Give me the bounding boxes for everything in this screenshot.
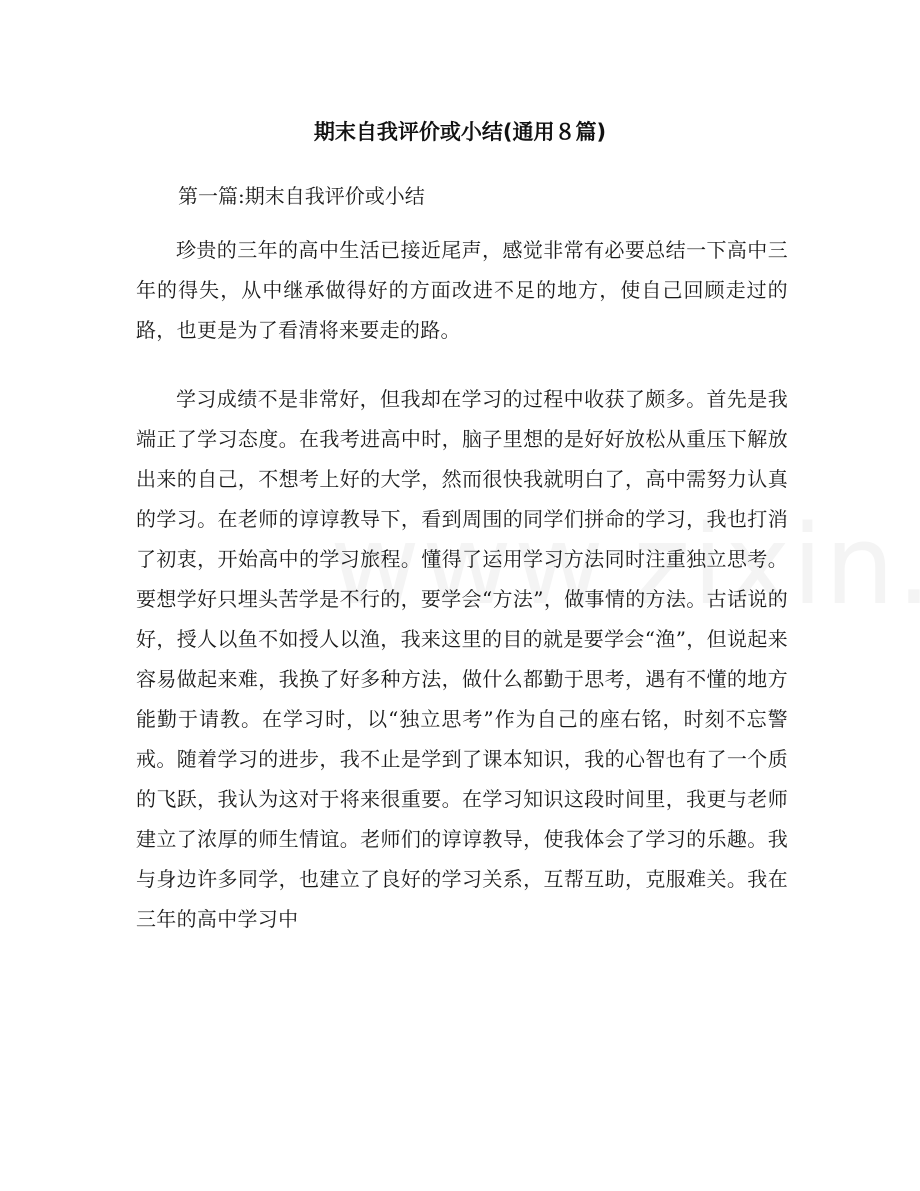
document-title: 期末自我评价或小结(通用８篇) <box>313 120 607 144</box>
paragraph-intro: 珍贵的三年的高中生活已接近尾声，感觉非常有必要总结一下高中三年的得失，从中继承做得好的方面改进不足的地方，使自己回顾走过的路，也更是为了看清将来要走的路。 <box>136 238 788 342</box>
section-heading: 第一篇:期末自我评价或小结 <box>178 184 425 208</box>
paragraph-study: 学习成绩不是非常好，但我却在学习的过程中收获了颇多。首先是我端正了学习态度。在我考进高中时，脑子里想的是好好放松从重压下解放出来的自己，不想考上好的大学，然而很快我就明白了，高中需努力认真的学习。在老师的谆谆教导下，看到周围的同学们拼命的学习，我也打消了初衷，开始高中的学习旅程。懂得了运用学习方法同时注重独立思考。要想学好只埋头苦学是不行的，要学会“方法”，做事情的方法。古话说的好，授人以鱼不如授人以渔，我来这里的目的就是要学会“渔”，但说起来容易做起来难，我换了好多种方法，做什么都勤于思考，遇有不懂的地方能勤于请教。在学习时，以“独立思考”作为自己的座右铭，时刻不忘警戒。随着学习的进步，我不止是学到了课本知识，我的心智也有了一个质的飞跃，我认为这对于将来很重要。在学习知识这段时间里，我更与老师建立了浓厚的师生情谊。老师们的谆谆教导，使我体会了学习的乐趣。我与身边许多同学，也建立了良好的学习关系，互帮互助，克服难关。我在三年的高中学习中 <box>136 387 788 931</box>
